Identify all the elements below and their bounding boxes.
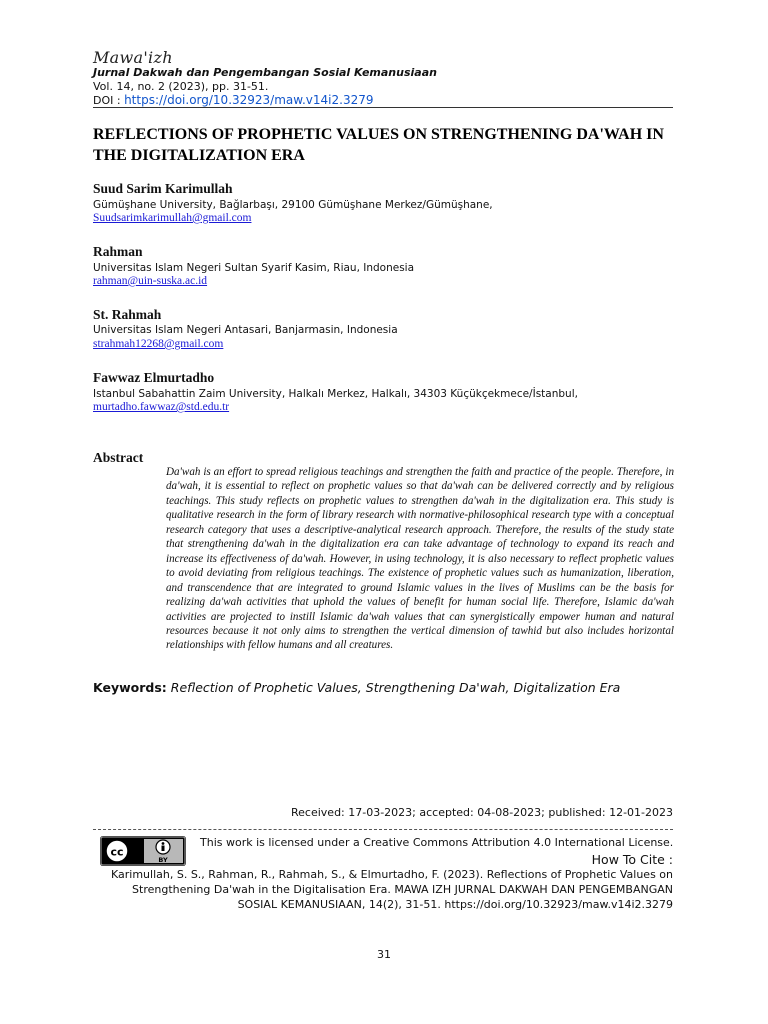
- journal-logo: Mawa'izh: [93, 48, 173, 67]
- svg-text:cc: cc: [110, 845, 124, 859]
- header-divider: [93, 107, 673, 108]
- keywords-line: [93, 680, 620, 695]
- author-email[interactable]: Suudsarimkarimullah@gmail.com: [93, 212, 252, 224]
- keywords-label: Keywords:: [93, 680, 167, 695]
- footer-divider: [93, 829, 673, 830]
- author-email[interactable]: murtadho.fawwaz@std.edu.tr: [93, 401, 230, 413]
- paper-title: REFLECTIONS OF PROPHETIC VALUES ON STRENGTHENING DA'WAH IN THE DIGITALIZATION ERA: [93, 126, 664, 164]
- doi-label: DOI :: [93, 94, 125, 107]
- author-email[interactable]: strahmah12268@gmail.com: [93, 338, 224, 350]
- doi-line: [93, 93, 374, 107]
- keywords-text: Reflection of Prophetic Values, Strengthening Da'wah, Digitalization Era: [166, 680, 621, 695]
- author-affiliation: Gümüşhane University, Bağlarbaşı, 29100 Gümüşhane Merkez/Gümüşhane,: [93, 199, 493, 211]
- how-to-cite-heading: How To Cite :: [591, 852, 673, 867]
- cc-by-license-badge[interactable]: [100, 836, 186, 866]
- author-name: Rahman: [93, 244, 143, 259]
- citation-text: Karimullah, S. S., Rahman, R., Rahmah, S., & Elmurtadho, F. (2023). Reflections of Prophetic Values on Strengthening Da'wah in the Digitalisation Era. MAWA IZH JURNAL DAKWAH DAN PENGEMBANGAN SOSIAL KEMANUSIAAN, 14(2), 31-51. https://doi.org/10.32923/maw.v14i2.3279: [111, 868, 673, 911]
- author-name: Suud Sarim Karimullah: [93, 181, 233, 196]
- author-affiliation: Universitas Islam Negeri Antasari, Banjarmasin, Indonesia: [93, 324, 398, 336]
- page-number: 31: [377, 948, 391, 961]
- abstract-text: Da'wah is an effort to spread religious teachings and strengthen the faith and practice of the people. Therefore, in da'wah, it is essential to reflect on prophetic values so that da'wah can be delivered correctly and by religious teachings. This study reflects on prophetic values to strengthen da'wah in the digitalization era. This study is qualitative research in the form of library research with normative-philosophical research type with a conceptual research category that uses a descriptive-analytical research approach. Therefore, the results of the study state that strengthening da'wah in the digitalization era can take advantage of technology to expand its reach and increase its effectiveness of da'wah. However, in using technology, it is also necessary to reflect prophetic values to avoid deviating from religious teachings. The existence of prophetic values such as humanization, liberation, and transcendence that are integrated to ground Islamic values in the lives of Muslims can be the basis for realizing da'wah activities that uphold the values of benefit for human social life. Therefore, Islamic da'wah activities are projected to instill Islamic da'wah values that can synergistically empower human and natural resources because it not only aims to strengthen the vertical dimension of tawhid but also includes horizontal relationships with fellow humans and all creatures.: [166, 466, 674, 652]
- license-text: This work is licensed under a Creative Commons Attribution 4.0 International License.: [200, 836, 674, 849]
- journal-name: Jurnal Dakwah dan Pengembangan Sosial Kemanusiaan: [93, 66, 437, 79]
- svg-text:BY: BY: [158, 856, 168, 864]
- cc-by-icon: [100, 836, 186, 866]
- volume-info: Vol. 14, no. 2 (2023), pp. 31-51.: [93, 80, 269, 93]
- author-name: Fawwaz Elmurtadho: [93, 370, 215, 385]
- doi-link[interactable]: https://doi.org/10.32923/maw.v14i2.3279: [124, 93, 374, 107]
- author-affiliation: Universitas Islam Negeri Sultan Syarif Kasim, Riau, Indonesia: [93, 262, 415, 274]
- author-email[interactable]: rahman@uin-suska.ac.id: [93, 275, 208, 287]
- publication-dates: Received: 17-03-2023; accepted: 04-08-2023; published: 12-01-2023: [291, 806, 673, 819]
- abstract-heading: Abstract: [93, 450, 144, 465]
- author-affiliation: Istanbul Sabahattin Zaim University, Halkalı Merkez, Halkalı, 34303 Küçükçekmece/İstanbul,: [93, 388, 578, 400]
- author-name: St. Rahmah: [93, 307, 162, 322]
